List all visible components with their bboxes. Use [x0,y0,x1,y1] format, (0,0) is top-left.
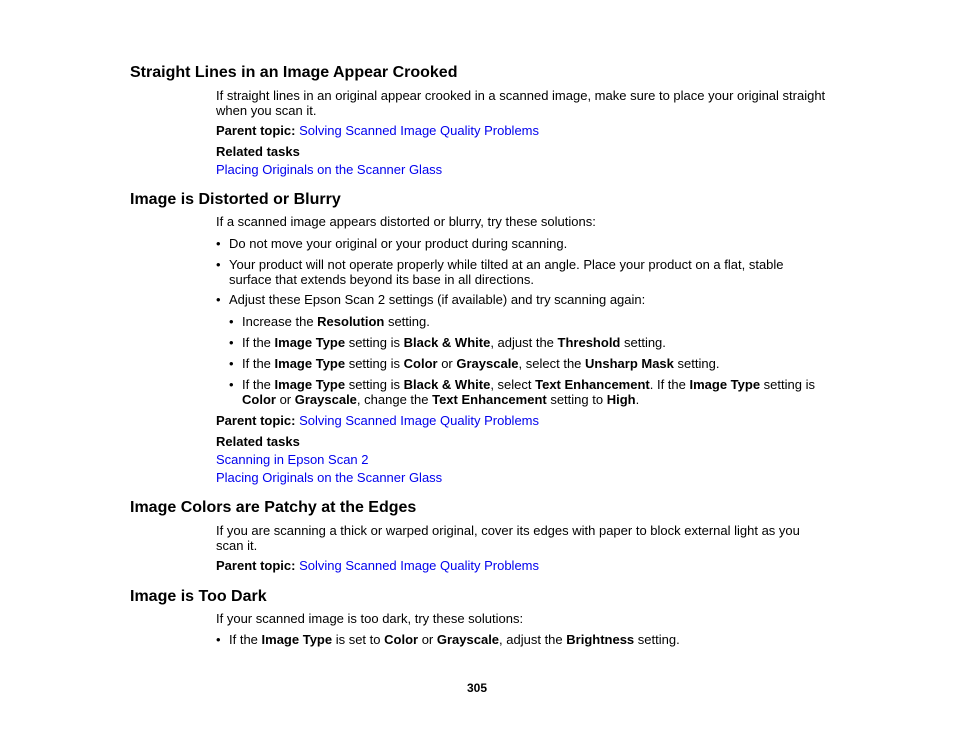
section-heading-distorted-blurry: Image is Distorted or Blurry [130,191,341,208]
related-task-link[interactable]: Placing Originals on the Scanner Glass [216,162,443,177]
parent-topic [216,413,826,428]
paragraph: If you are scanning a thick or warped original, cover its edges with paper to block external light as you scan it. [216,523,800,553]
bullet: • [216,257,221,272]
parent-topic-link[interactable]: Solving Scanned Image Quality Problems [299,413,539,428]
related-task-link[interactable]: Scanning in Epson Scan 2 [216,452,369,467]
paragraph: If straight lines in an original appear crooked in a scanned image, make sure to place your original straight when you scan it. [216,88,826,118]
parent-topic [216,558,826,573]
parent-topic-label: Parent topic: [216,413,296,428]
parent-topic-link[interactable]: Solving Scanned Image Quality Problems [299,123,539,138]
related-tasks-label: Related tasks [216,144,300,159]
bullet: • [229,377,234,392]
bullet: • [216,236,221,251]
bullet: • [229,314,234,329]
section-heading-straight-lines: Straight Lines in an Image Appear Crooked [130,64,458,81]
parent-topic-link[interactable]: Solving Scanned Image Quality Problems [299,558,539,573]
section-heading-too-dark: Image is Too Dark [130,588,267,605]
page-number: 305 [466,681,488,695]
related-task-link[interactable]: Placing Originals on the Scanner Glass [216,470,443,485]
parent-topic [216,123,826,138]
paragraph: If your scanned image is too dark, try these solutions: [216,611,524,626]
bullet: • [216,632,221,647]
parent-topic-label: Parent topic: [216,558,296,573]
parent-topic-label: Parent topic: [216,123,296,138]
bullet: • [229,335,234,350]
paragraph: If a scanned image appears distorted or blurry, try these solutions: [216,214,596,229]
section-heading-colors-patchy: Image Colors are Patchy at the Edges [130,499,417,516]
bullet: • [229,356,234,371]
related-tasks-label: Related tasks [216,434,300,449]
bullet: • [216,292,221,307]
